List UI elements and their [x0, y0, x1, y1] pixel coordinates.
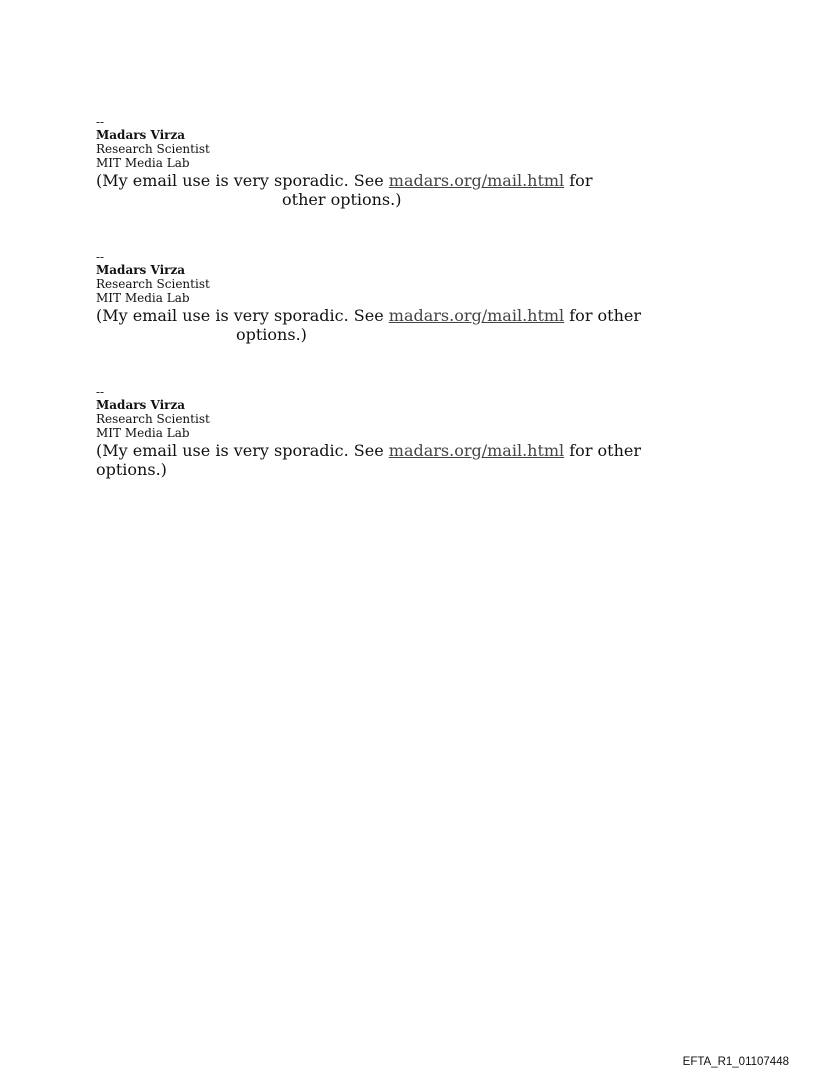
signature-note: [96, 441, 656, 479]
signature-separator: --: [96, 385, 105, 399]
signature-title: Research Scientist: [96, 277, 210, 291]
signature-organization: MIT Media Lab: [96, 291, 190, 305]
email-signature-2: [96, 251, 656, 344]
mail-policy-link[interactable]: madars.org/mail.html: [388, 441, 565, 460]
signature-organization: MIT Media Lab: [96, 426, 190, 440]
signature-name: Madars Virza: [96, 263, 186, 277]
signature-organization: MIT Media Lab: [96, 156, 190, 170]
signature-note-continuation: other options.): [282, 190, 402, 209]
mail-policy-link[interactable]: madars.org/mail.html: [388, 306, 565, 325]
email-signature-1: [96, 116, 656, 209]
signature-name: Madars Virza: [96, 128, 186, 142]
signature-note-prefix: (My email use is very sporadic. See: [96, 306, 389, 325]
signature-name: Madars Virza: [96, 398, 186, 412]
signature-separator: --: [96, 115, 105, 129]
signature-note-prefix: (My email use is very sporadic. See: [96, 171, 389, 190]
signature-note-prefix: (My email use is very sporadic. See: [96, 441, 389, 460]
email-signature-3: [96, 386, 656, 479]
signature-note: [96, 306, 656, 325]
signature-title: Research Scientist: [96, 142, 210, 156]
document-id: EFTA_R1_01107448: [682, 1056, 789, 1068]
signature-separator: --: [96, 250, 105, 264]
mail-policy-link[interactable]: madars.org/mail.html: [388, 171, 565, 190]
signature-note-suffix: for: [564, 171, 593, 190]
signature-title: Research Scientist: [96, 412, 210, 426]
signature-note-suffix: for other: [564, 306, 642, 325]
signature-note-continuation: options.): [236, 325, 307, 344]
signature-note-suffix: for other options.): [96, 441, 642, 479]
signature-note: [96, 171, 656, 190]
